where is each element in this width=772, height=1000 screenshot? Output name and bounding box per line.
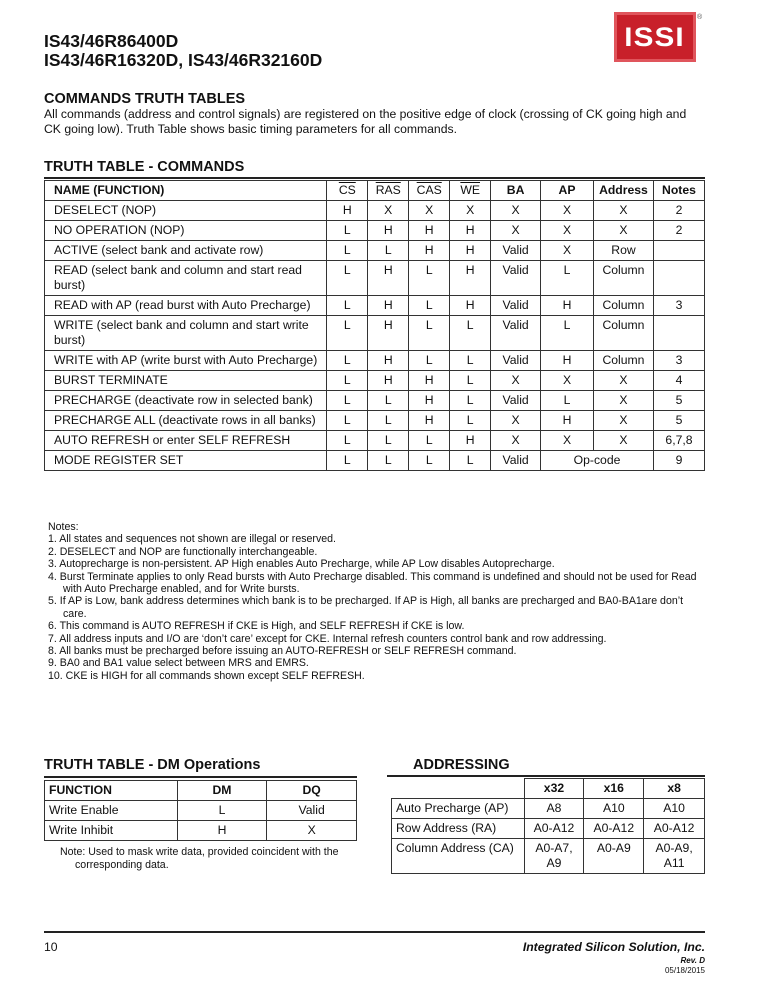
- table-cell: 3: [653, 351, 704, 371]
- table-cell: Column: [593, 316, 653, 351]
- table-cell: [653, 261, 704, 296]
- table-cell: Valid: [491, 261, 541, 296]
- table-cell: Column: [593, 351, 653, 371]
- command-name-cell: READ with AP (read burst with Auto Precharge): [45, 296, 327, 316]
- table-cell: L: [368, 431, 409, 451]
- table-cell: L: [327, 261, 368, 296]
- command-name-cell: PRECHARGE (deactivate row in selected bank): [45, 391, 327, 411]
- command-name-cell: BURST TERMINATE: [45, 371, 327, 391]
- table-cell: X: [267, 821, 357, 841]
- table-row: [392, 799, 705, 819]
- table-row: [392, 819, 705, 839]
- command-name-cell: AUTO REFRESH or enter SELF REFRESH: [45, 431, 327, 451]
- table-cell: L: [541, 391, 594, 411]
- dm-table-heading: TRUTH TABLE - DM Operations: [44, 757, 261, 773]
- column-header: $\overline{RAS}$: [368, 181, 409, 201]
- table-cell: X: [368, 201, 409, 221]
- table-cell: H: [409, 411, 450, 431]
- table-cell: X: [409, 201, 450, 221]
- table-cell: L: [450, 316, 491, 351]
- table-cell: Write Inhibit: [45, 821, 178, 841]
- table-cell: Column: [593, 261, 653, 296]
- column-header: $\overline{CS}$: [327, 181, 368, 201]
- notes-section: [48, 521, 698, 682]
- table-cell: Valid: [491, 241, 541, 261]
- column-header: NAME (FUNCTION): [45, 181, 327, 201]
- table-cell: L: [327, 391, 368, 411]
- table-cell: H: [541, 351, 594, 371]
- table-cell: X: [593, 201, 653, 221]
- table-cell: 2: [653, 201, 704, 221]
- column-header: FUNCTION: [45, 781, 178, 801]
- table-row: [45, 801, 357, 821]
- column-header: x8: [644, 779, 705, 799]
- table-cell: X: [491, 431, 541, 451]
- note-item: 3. Autoprecharge is non-persistent. AP High enables Auto Precharge, while AP Low disables Autoprecharge.: [48, 558, 555, 571]
- table-cell: 5: [653, 411, 704, 431]
- table-cell: H: [177, 821, 267, 841]
- table-cell: L: [541, 316, 594, 351]
- table-cell: L: [409, 261, 450, 296]
- note-item: 10. CKE is HIGH for all commands shown except SELF REFRESH.: [48, 669, 365, 682]
- column-header: $\overline{CAS}$: [409, 181, 450, 201]
- commands-truth-table: [44, 180, 705, 471]
- table-cell: X: [450, 201, 491, 221]
- table-row: [45, 316, 705, 351]
- company-logo: [614, 12, 696, 62]
- table-cell: 5: [653, 391, 704, 411]
- table-cell: [653, 316, 704, 351]
- table-cell: L: [409, 316, 450, 351]
- table-cell: Valid: [491, 391, 541, 411]
- table-cell: Valid: [491, 451, 541, 471]
- dm-operations-table: [44, 780, 357, 841]
- table-cell: A0-A9, A11: [644, 839, 705, 874]
- command-name-cell: WRITE (select bank and column and start write burst): [45, 316, 327, 351]
- table-cell: 2: [653, 221, 704, 241]
- table-cell: A10: [644, 799, 705, 819]
- table-cell: L: [368, 411, 409, 431]
- table-cell: L: [409, 451, 450, 471]
- table-cell: 4: [653, 371, 704, 391]
- table-cell: A10: [584, 799, 644, 819]
- heading-rule: [387, 775, 705, 777]
- note-item: 9. BA0 and BA1 value select between MRS and EMRS.: [48, 657, 309, 670]
- table-row: [45, 261, 705, 296]
- table-cell: [653, 241, 704, 261]
- table-cell: L: [450, 411, 491, 431]
- note-item: 4. Burst Terminate applies to only Read bursts with Auto Precharge disabled. This command is undefined and should not be used for Read with Auto Precharge enabled, and for Write bursts.: [48, 570, 697, 596]
- table-cell: L: [177, 801, 267, 821]
- table-cell: Valid: [267, 801, 357, 821]
- command-name-cell: ACTIVE (select bank and activate row): [45, 241, 327, 261]
- table-cell: 6,7,8: [653, 431, 704, 451]
- table-cell: 9: [653, 451, 704, 471]
- table-cell: L: [327, 371, 368, 391]
- table-cell: Op-code: [541, 451, 654, 471]
- command-name-cell: DESELECT (NOP): [45, 201, 327, 221]
- registered-mark: ®: [697, 14, 703, 21]
- column-header: $\overline{WE}$: [450, 181, 491, 201]
- table-cell: L: [368, 241, 409, 261]
- table-cell: X: [491, 221, 541, 241]
- note-item: 5. If AP is Low, bank address determines which bank is to be precharged. If AP is High, all banks are precharged and BA0-BA1are don’t care.: [48, 595, 684, 620]
- table-cell: H: [368, 351, 409, 371]
- table-row: [45, 821, 357, 841]
- table-cell: X: [491, 371, 541, 391]
- table-cell: X: [593, 391, 653, 411]
- section-heading-commands-truth-tables: COMMANDS TRUTH TABLES: [44, 91, 246, 107]
- table-cell: Auto Precharge (AP): [392, 799, 525, 819]
- table-cell: L: [327, 316, 368, 351]
- table-cell: H: [368, 316, 409, 351]
- table-row: [45, 201, 705, 221]
- table-cell: H: [409, 221, 450, 241]
- note-item: 7. All address inputs and I/O are ‘don’t care’ except for CKE. Internal refresh counters control bank and row addressing.: [48, 632, 607, 645]
- table-cell: L: [409, 296, 450, 316]
- table-cell: Column Address (CA): [392, 839, 525, 874]
- table-cell: X: [541, 201, 594, 221]
- column-header: Address: [593, 181, 653, 201]
- notes-title: Notes:: [48, 521, 79, 533]
- table-cell: H: [450, 431, 491, 451]
- table-cell: H: [409, 371, 450, 391]
- table-cell: H: [450, 296, 491, 316]
- table-row: [45, 296, 705, 316]
- doc-title-line2: IS43/46R16320D, IS43/46R32160D: [44, 50, 323, 70]
- table-cell: X: [541, 241, 594, 261]
- column-header: DQ: [267, 781, 357, 801]
- column-header: BA: [491, 181, 541, 201]
- intro-paragraph: All commands (address and control signals) are registered on the positive edge of clock (crossing of CK going high and CK going low). Truth Table shows basic timing parameters for all commands.: [44, 107, 687, 136]
- table-cell: H: [541, 411, 594, 431]
- addressing-table: [391, 778, 705, 874]
- table-cell: X: [491, 411, 541, 431]
- logo-text: ISSI: [624, 21, 686, 52]
- table-row: [45, 221, 705, 241]
- table-cell: L: [450, 351, 491, 371]
- table-cell: L: [409, 431, 450, 451]
- column-header: x16: [584, 779, 644, 799]
- table-row: [392, 839, 705, 874]
- table-cell: H: [450, 241, 491, 261]
- commands-table-heading: TRUTH TABLE - COMMANDS: [44, 159, 245, 175]
- table-cell: A0-A7, A9: [524, 839, 584, 874]
- table-row: [45, 391, 705, 411]
- table-cell: H: [409, 241, 450, 261]
- command-name-cell: PRECHARGE ALL (deactivate rows in all banks): [45, 411, 327, 431]
- column-header: Notes: [653, 181, 704, 201]
- table-cell: L: [450, 451, 491, 471]
- table-cell: Column: [593, 296, 653, 316]
- table-cell: L: [327, 431, 368, 451]
- column-header: [392, 779, 525, 799]
- table-cell: H: [541, 296, 594, 316]
- table-cell: Row Address (RA): [392, 819, 525, 839]
- table-cell: X: [593, 411, 653, 431]
- note-item: 6. This command is AUTO REFRESH if CKE is High, and SELF REFRESH if CKE is low.: [48, 620, 465, 633]
- table-header-row: [45, 781, 357, 801]
- table-cell: X: [541, 431, 594, 451]
- note-item: 1. All states and sequences not shown are illegal or reserved.: [48, 533, 336, 546]
- table-cell: Valid: [491, 351, 541, 371]
- table-cell: X: [593, 221, 653, 241]
- table-cell: Valid: [491, 296, 541, 316]
- table-cell: L: [541, 261, 594, 296]
- table-cell: 3: [653, 296, 704, 316]
- table-cell: X: [491, 201, 541, 221]
- heading-rule: [44, 177, 705, 179]
- revision-date: 05/18/2015: [664, 966, 705, 975]
- revision: Rev. D: [680, 956, 705, 965]
- table-cell: L: [327, 351, 368, 371]
- table-cell: H: [327, 201, 368, 221]
- footer-rule: [44, 931, 705, 933]
- table-cell: L: [327, 241, 368, 261]
- table-row: [45, 371, 705, 391]
- heading-rule: [44, 776, 357, 778]
- note-item: 8. All banks must be precharged before issuing an AUTO-REFRESH or SELF REFRESH command.: [48, 645, 517, 658]
- table-cell: X: [593, 371, 653, 391]
- addressing-heading: ADDRESSING: [413, 757, 510, 773]
- table-header-row: [45, 181, 705, 201]
- table-cell: L: [368, 391, 409, 411]
- table-cell: H: [409, 391, 450, 411]
- command-name-cell: WRITE with AP (write burst with Auto Precharge): [45, 351, 327, 371]
- table-cell: H: [368, 221, 409, 241]
- column-header: DM: [177, 781, 267, 801]
- table-row: [45, 241, 705, 261]
- command-name-cell: NO OPERATION (NOP): [45, 221, 327, 241]
- table-cell: H: [368, 371, 409, 391]
- table-cell: A0-A12: [524, 819, 584, 839]
- table-cell: X: [541, 371, 594, 391]
- table-cell: Valid: [491, 316, 541, 351]
- table-cell: L: [450, 391, 491, 411]
- table-cell: L: [327, 296, 368, 316]
- table-cell: H: [450, 221, 491, 241]
- table-cell: X: [541, 221, 594, 241]
- table-cell: H: [450, 261, 491, 296]
- table-cell: A0-A12: [584, 819, 644, 839]
- table-cell: L: [409, 351, 450, 371]
- table-cell: H: [368, 296, 409, 316]
- table-cell: H: [368, 261, 409, 296]
- page-number: 10: [44, 940, 58, 954]
- doc-title-line1: IS43/46R86400D: [44, 31, 179, 51]
- table-header-row: [392, 779, 705, 799]
- table-cell: L: [327, 451, 368, 471]
- table-cell: A8: [524, 799, 584, 819]
- column-header: AP: [541, 181, 594, 201]
- dm-note: Note: Used to mask write data, provided coincident with the corresponding data.: [60, 846, 339, 871]
- note-item: 2. DESELECT and NOP are functionally interchangeable.: [48, 545, 318, 558]
- table-row: [45, 351, 705, 371]
- table-cell: L: [327, 411, 368, 431]
- table-cell: L: [450, 371, 491, 391]
- table-cell: L: [327, 221, 368, 241]
- table-row: [45, 411, 705, 431]
- command-name-cell: MODE REGISTER SET: [45, 451, 327, 471]
- table-row: [45, 431, 705, 451]
- table-cell: A0-A9: [584, 839, 644, 874]
- table-cell: A0-A12: [644, 819, 705, 839]
- table-cell: Row: [593, 241, 653, 261]
- table-row: [45, 451, 705, 471]
- table-cell: L: [368, 451, 409, 471]
- command-name-cell: READ (select bank and column and start read burst): [45, 261, 327, 296]
- table-cell: Write Enable: [45, 801, 178, 821]
- table-cell: X: [593, 431, 653, 451]
- column-header: x32: [524, 779, 584, 799]
- company-name: Integrated Silicon Solution, Inc.: [522, 940, 705, 954]
